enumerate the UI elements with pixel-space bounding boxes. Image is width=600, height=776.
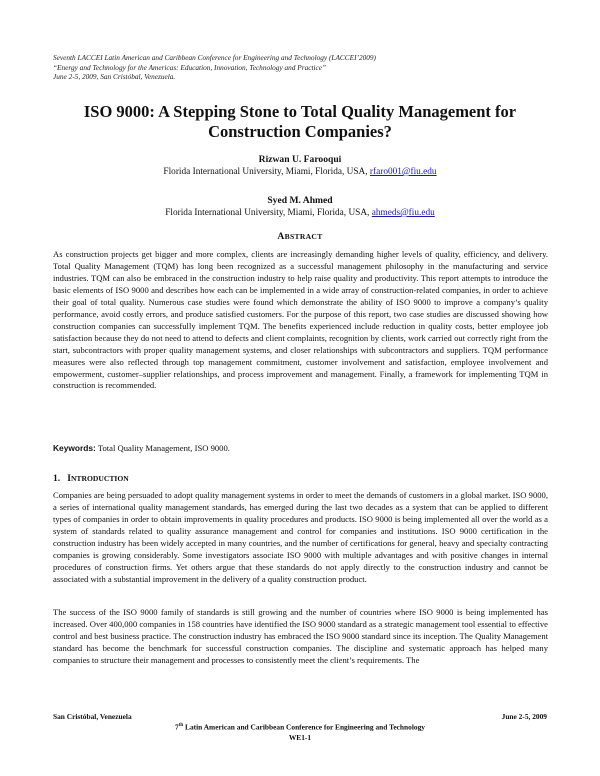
footer-location: San Cristóbal, Venezuela	[53, 712, 132, 721]
introduction-paragraph-2: The success of the ISO 9000 family of standards is still growing and the number of countries where ISO 9000 is being implemented has increased. Over 400,000 companies in 158 countries have identified the ISO 9000 standard as a strategic management tool essential to effective control and best business practice. The construction industry has embraced the ISO 9000 standard since its inception. The Quality Management standard has become the benchmark for successful construction companies. The discipline and systematic approach has helped many companies to structure their management and processes to consistently meet the client’s requirements. The	[53, 607, 548, 665]
conference-header-line-2: “Energy and Technology for the Americas: Education, Innovation, Technology and Practice”	[53, 62, 327, 72]
section-heading-rest: NTRODUCTION	[70, 474, 129, 483]
author-affiliation-line	[40, 166, 560, 179]
footer-ordinal: 7	[175, 722, 179, 732]
author-email-link[interactable]: ahmeds@fiu.edu	[371, 208, 435, 218]
keywords-text: Total Quality Management, ISO 9000.	[97, 443, 230, 453]
author-block-1	[40, 153, 560, 179]
author-affiliation: Florida International University, Miami, Florida, USA,	[165, 208, 370, 218]
footer-conference	[40, 720, 560, 743]
footer-ordinal-suffix: th	[178, 723, 184, 728]
keywords-line	[53, 443, 548, 453]
abstract-text: As construction projects get bigger and more complex, clients are increasingly demanding higher levels of quality, efficiency, and delivery. Total Quality Management (TQM) has long been recognized as a successful management philosophy in the manufacturing and service industries. TQM can also be embraced in the construction industry to help raise quality and productivity. This report attempts to introduce the basic elements of ISO 9000 and describes how each can be implemented in a wide array of construction-related companies, in order to achieve their goal of total quality. Numerous case studies were found which demonstrate the ability of ISO 9000 to improve a company’s quality performance, avoid costly errors, and produce satisfied customers. For the purpose of this report, two case studies are discussed showing how construction companies can successfully implement TQM. The benefits experienced include reduction in quality costs, better employee job satisfaction because they do not need to attend to defects and client complaints, recognition by clients, work carried out correctly right from the start, subcontractors with proper quality management systems, and closer relationships with subcontractors and suppliers. TQM performance measures were also reflected through top management commitment, customer involvement and satisfaction, employee involvement and empowerment, customer–supplier relationships, and process improvement and management. Finally, a framework for implementing TQM in construction is recommended.	[53, 249, 548, 391]
conference-header-line-3: June 2-5, 2009, San Cristóbal, Venezuela.	[53, 72, 176, 82]
section-number: 1.	[53, 474, 61, 484]
section-heading-initial: I	[67, 474, 71, 484]
abstract-heading	[40, 232, 560, 242]
paper-title-line-1: ISO 9000: A Stepping Stone to Total Quality Management for	[83, 102, 517, 121]
author-name: Syed M. Ahmed	[267, 195, 333, 206]
introduction-heading	[53, 474, 129, 484]
keywords-label: Keywords:	[53, 443, 96, 453]
footer-page-id	[40, 732, 560, 743]
author-email-link[interactable]: rfaro001@fiu.edu	[369, 167, 437, 177]
conference-header-line-1: Seventh LACCEI Latin American and Caribbean Conference for Engineering and Technology (LACCEI’2009)	[53, 53, 376, 62]
footer-conference-name: Latin American and Caribbean Conference for Engineering and Technology	[183, 722, 425, 732]
paper-title	[40, 102, 560, 142]
page-number: 1	[307, 733, 312, 743]
author-affiliation: Florida International University, Miami, Florida, USA,	[163, 167, 368, 177]
author-name: Rizwan U. Farooqui	[258, 154, 342, 165]
footer-date: June 2-5, 2009	[501, 712, 547, 721]
author-affiliation-line	[40, 207, 560, 220]
author-block-2	[40, 194, 560, 220]
footer-page-prefix: WE1-	[288, 733, 308, 743]
conference-header	[53, 53, 553, 82]
abstract-heading-rest: BSTRACT	[284, 232, 323, 241]
introduction-paragraph-1: Companies are being persuaded to adopt quality management systems in order to meet the demands of customers in a global market. ISO 9000, a series of international quality management standards, has emerged during the last two decades as a system that can be applied to different types of companies in order to obtain improvements in quality procedures and products. ISO 9000 is being implemented all over the world as a system of standards related to quality assurance management and control for companies and institutions. ISO 9000 certification in the construction industry has been widely accepted in many countries, and the number of certifications for general, heavy and specialty contracting companies is growing considerably. Some investigators associate ISO 9000 with multiple advantages and with positive changes in internal procedures of construction firms. Yet others argue that these standards do not apply directly to the construction industry and cannot be associated with a substantial improvement in the delivery of a quality construction product.	[53, 490, 548, 584]
abstract-heading-initial: A	[277, 232, 285, 242]
footer-conference-line	[40, 720, 560, 732]
paper-title-line-2: Construction Companies?	[208, 122, 392, 141]
